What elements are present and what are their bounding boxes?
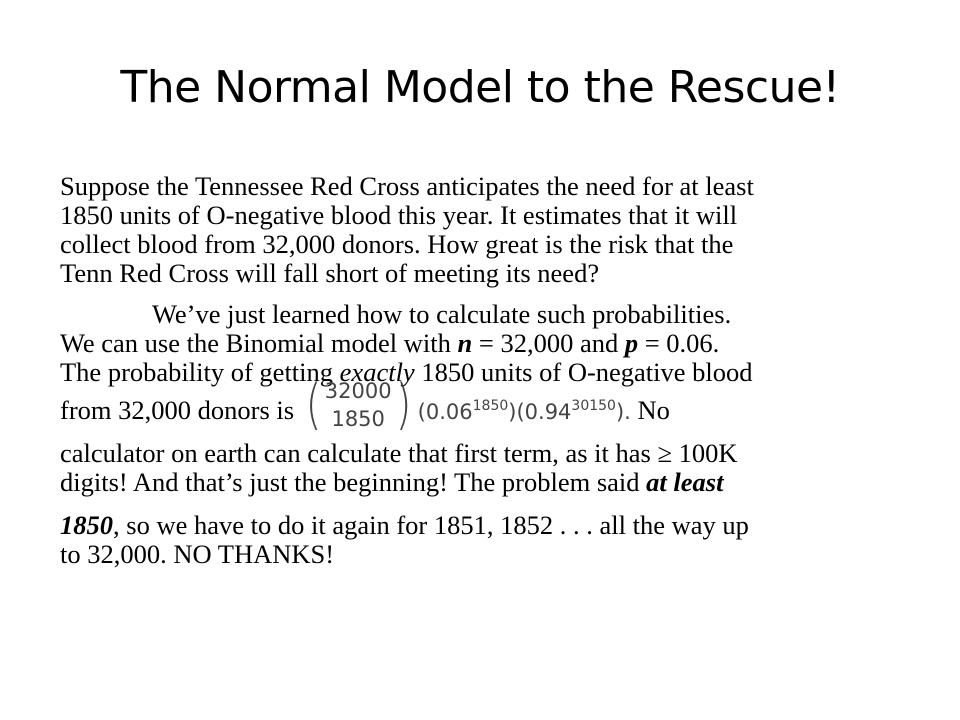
right-paren: ) xyxy=(395,372,412,436)
text-segment: digits! And that’s just the beginning! The problem said xyxy=(60,467,647,497)
text-segment: , so we have to do it again for 1851, 1852 . . . all the way up xyxy=(113,510,749,540)
1850-emphasis: 1850 xyxy=(60,510,113,540)
slide-title: The Normal Model to the Rescue! xyxy=(120,62,840,113)
term2-exponent: 30150 xyxy=(571,398,616,414)
binomial-stack xyxy=(324,377,393,433)
binomial-coefficient xyxy=(303,372,414,436)
text-line: Suppose the Tennessee Red Cross anticipates the need for at least xyxy=(60,171,754,201)
slide-body xyxy=(60,172,900,569)
text-segment: 1850 units of O-negative blood xyxy=(414,357,753,387)
text-line: to 32,000. NO THANKS! xyxy=(60,539,335,569)
explanation-paragraph xyxy=(60,300,900,569)
term2-end: ). xyxy=(615,400,631,424)
text-segment: = 32,000 and xyxy=(472,328,625,358)
text-line xyxy=(60,329,900,358)
line-gap xyxy=(60,497,900,511)
text-segment: from 32,000 donors is xyxy=(60,395,301,425)
text-line: Tenn Red Cross will fall short of meeting its need? xyxy=(60,258,600,288)
term1-base: (0.06 xyxy=(417,400,473,424)
text-segment: = 0.06. xyxy=(638,328,720,358)
text-segment: No xyxy=(630,395,670,425)
binomial-top: 32000 xyxy=(324,378,392,403)
text-line: calculator on earth can calculate that first term, as it has ≥ 100K xyxy=(60,438,738,468)
p-variable: p xyxy=(624,328,639,358)
left-paren: ( xyxy=(305,372,322,436)
formula-terms xyxy=(418,400,631,424)
text-segment: The probability of getting xyxy=(60,357,340,387)
text-line xyxy=(60,468,900,497)
text-line xyxy=(60,511,900,540)
term2-base: )(0.94 xyxy=(508,400,572,424)
exactly-emphasis: exactly xyxy=(339,357,415,387)
text-line: 1850 units of O-negative blood this year. It estimates that it will xyxy=(60,200,738,230)
term1-exponent: 1850 xyxy=(472,398,509,414)
text-segment: We can use the Binomial model with xyxy=(60,328,458,358)
text-line: We’ve just learned how to calculate such probabilities. xyxy=(152,299,732,329)
n-variable: n xyxy=(457,328,473,358)
at-least-emphasis: at least xyxy=(646,467,724,497)
binomial-bottom: 1850 xyxy=(331,406,385,431)
question-paragraph xyxy=(60,172,900,288)
text-line: collect blood from 32,000 donors. How great is the risk that the xyxy=(60,229,734,259)
